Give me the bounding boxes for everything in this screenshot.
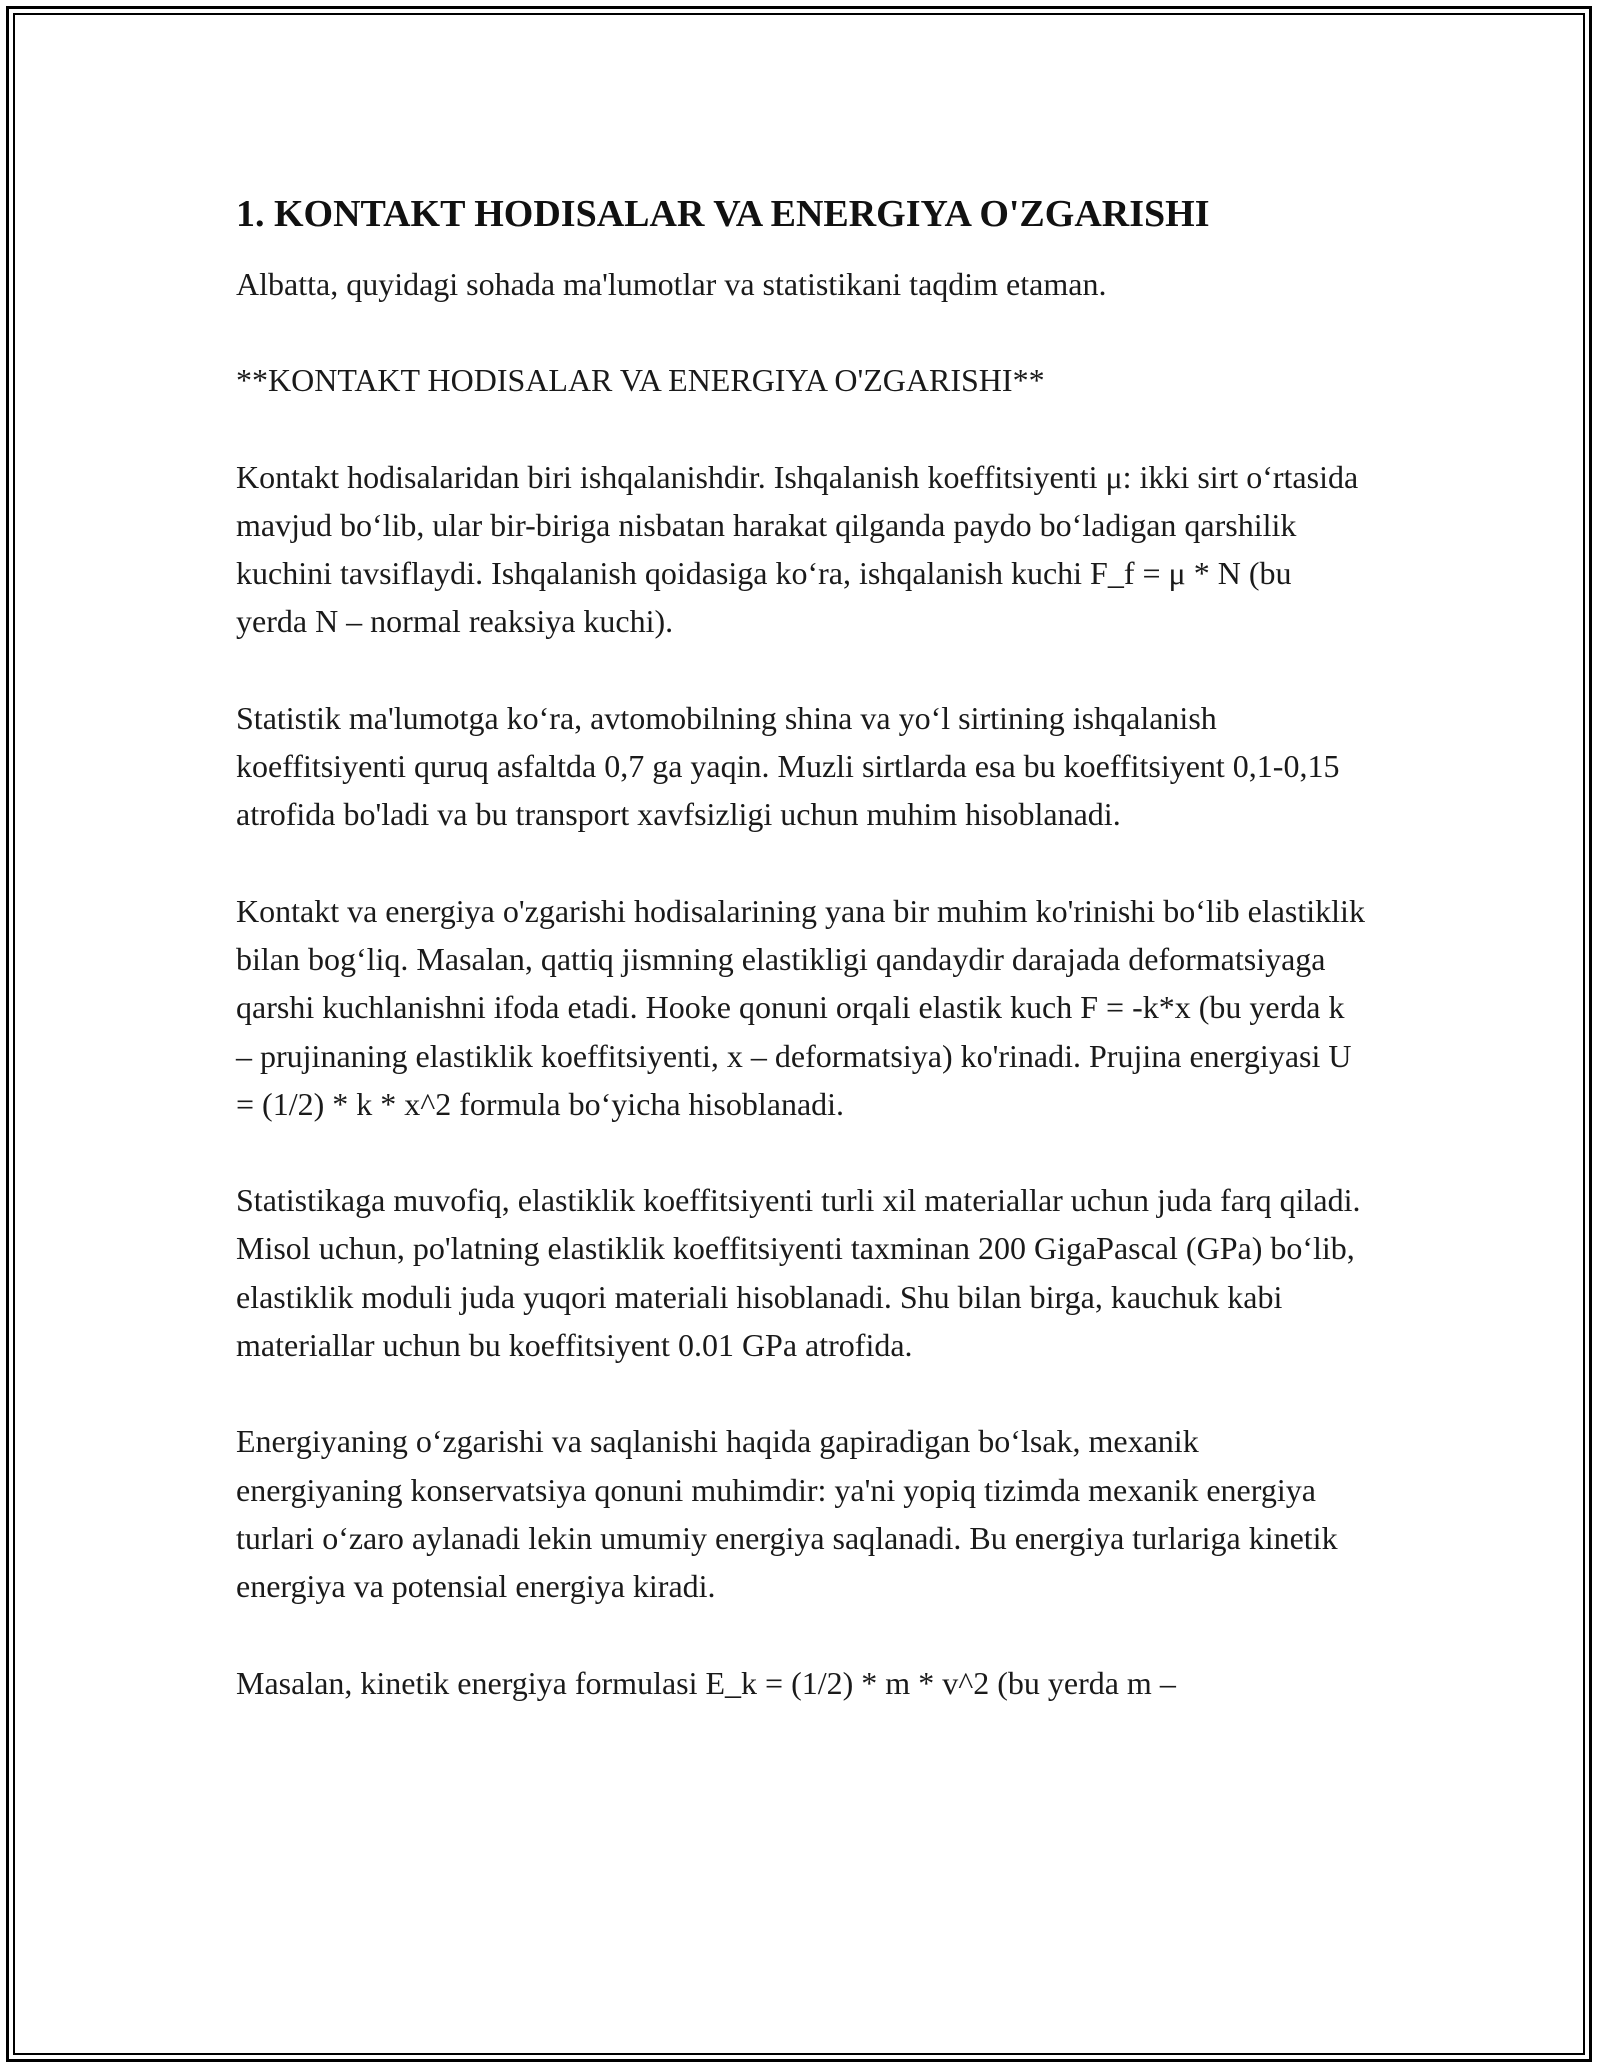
paragraph-friction: Kontakt hodisalaridan biri ishqalanishdir. Ishqalanish koeffitsiyenti μ: ikki sirt oʻrtasida mavjud boʻlib, ular bir-biriga nisbatan harakat qilganda paydo boʻladigan qarshilik kuchini tavsiflaydi. Ishqalanish qoidasiga koʻra, ishqalanish kuchi F_f = μ * N (bu yerda N – normal reaksiya kuchi). — [236, 458, 1359, 640]
paragraph-elasticity-statistics: Statistikaga muvofiq, elastiklik koeffitsiyenti turli xil materiallar uchun juda farq qiladi. Misol uchun, po'latning elastiklik koeffitsiyenti taxminan 200 GigaPascal (GPa) boʻlib, elastiklik moduli juda yuqori materiali hisoblanadi. Shu bilan birga, kauchuk kabi materiallar uchun bu koeffitsiyent 0.01 GPa atrofida. — [236, 1182, 1361, 1364]
document-body — [236, 186, 1366, 1755]
paragraph-elasticity: Kontakt va energiya o'zgarishi hodisalarining yana bir muhim ko'rinishi boʻlib elastiklik bilan bogʻliq. Masalan, qattiq jismning elastikligi qandaydir darajada deformatsiyaga qarshi kuchlanishni ifoda etadi. Hooke qonuni orqali elastik kuch F = -k*x (bu yerda k – prujinaning elastiklik koeffitsiyenti, x – deformatsiya) ko'rinadi. Prujina energiyasi U = (1/2) * k * x^2 formula boʻyicha hisoblanadi. — [236, 892, 1365, 1122]
paragraph-energy-conservation: Energiyaning oʻzgarishi va saqlanishi haqida gapiradigan boʻlsak, mexanik energiyaning konservatsiya qonuni muhimdir: ya'ni yopiq tizimda mexanik energiya turlari oʻzaro aylanadi lekin umumiy energiya saqlanadi. Bu energiya turlariga kinetik energiya va potensial energiya kiradi. — [236, 1423, 1338, 1605]
paragraph-bold-title: **KONTAKT HODISALAR VA ENERGIYA O'ZGARISHI** — [236, 362, 1045, 399]
paragraph-kinetic-energy: Masalan, kinetik energiya formulasi E_k = (1/2) * m * v^2 (bu yerda m – — [236, 1664, 1176, 1701]
paragraph-intro: Albatta, quyidagi sohada ma'lumotlar va statistikani taqdim etaman. — [236, 266, 1107, 302]
section-heading: 1. KONTAKT HODISALAR VA ENERGIYA O'ZGARISHI — [236, 193, 1210, 235]
paragraph-friction-statistics: Statistik ma'lumotga koʻra, avtomobilning shina va yoʻl sirtining ishqalanish koeffitsiyenti quruq asfaltda 0,7 ga yaqin. Muzli sirtlarda esa bu koeffitsiyent 0,1-0,15 atrofida bo'ladi va bu transport xavfsizligi uchun muhim hisoblanadi. — [236, 699, 1340, 833]
